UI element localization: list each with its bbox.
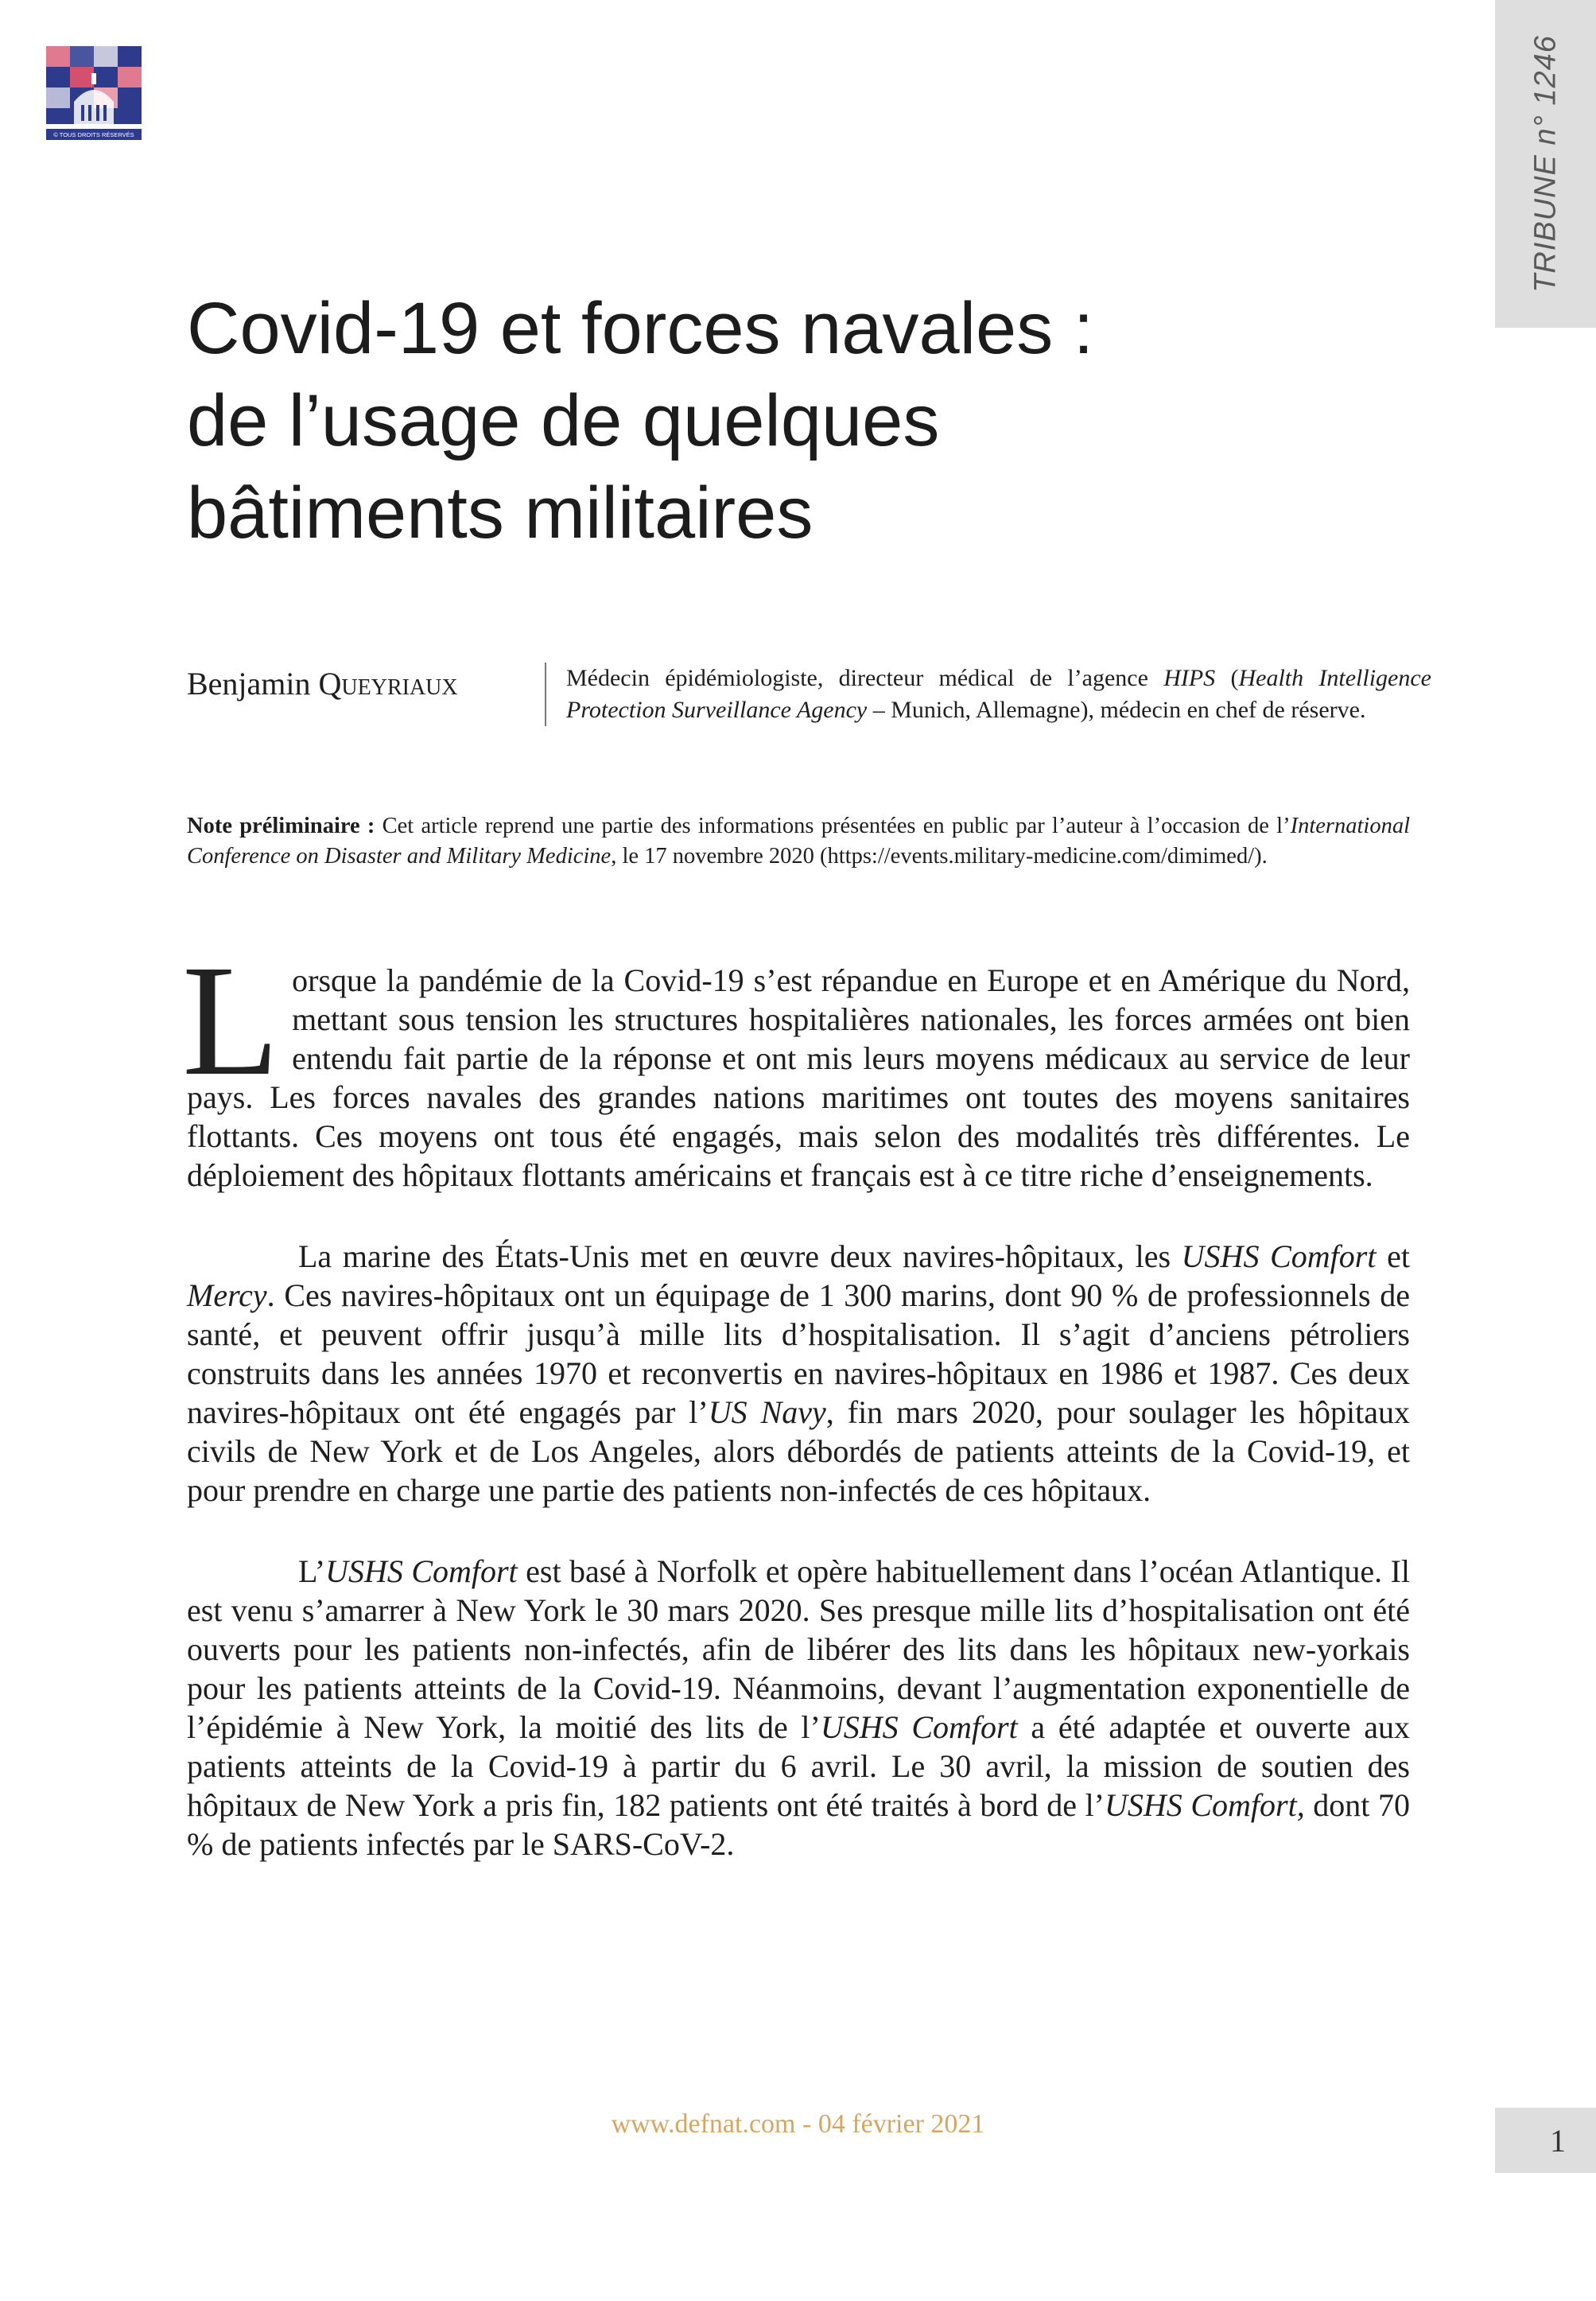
paragraph-text: a été adaptée et ouverte aux patients atteints de la Covid-19 à partir du 6 avril. Le 30 avril, la mission de soutien des hôpitaux de New York a pris fin, 182 patients ont été traités à bord de l’ <box>187 1709 1410 1823</box>
navy-name: US Navy <box>708 1394 826 1430</box>
title-line: Covid-19 et forces navales : <box>187 288 1094 369</box>
paragraph-text: orsque la pandémie de la Covid-19 s’est répandue en Europe et en Amérique du Nord, mettant sous tension les structures hospitalières nationales, les forces armées ont bien entendu fait partie de la réponse et ont mis leurs moyens médicaux au service de leur pays. Les forces navales des grandes nations maritimes ont toutes des moyens sanitaires flottants. Ces moyens ont tous été engagés, mais selon des modalités très différentes. Le déploiement des hôpitaux flottants américains et français est à ce titre riche d’enseignements. <box>187 962 1410 1193</box>
preliminary-note <box>187 811 1410 872</box>
affiliation-agency-name: Health Intelligence Protection Surveillance Agency <box>566 665 1431 723</box>
paragraph-text: et <box>1376 1238 1410 1274</box>
paragraph <box>187 1552 1410 1864</box>
logo <box>46 46 142 140</box>
note-label: Note préliminaire : <box>187 814 375 838</box>
paragraph-text: , fin mars 2020, pour soulager les hôpitaux civils de New York et de Los Angeles, alors débordés de patients atteints de la Covid-19, et pour prendre en charge une partie des patients non-infectés de ces hôpitaux. <box>187 1394 1410 1508</box>
affiliation-text: Médecin épidémiologiste, directeur médical de l’agence <box>566 665 1164 691</box>
ship-name: USHS Comfort, <box>1105 1787 1305 1823</box>
paragraph-text: dont 70 % de patients infectés par le SARS-CoV-2. <box>187 1787 1410 1862</box>
page-number: 1 <box>1550 2123 1566 2159</box>
affiliation-text: – Munich, Allemagne), médecin en chef de réserve. <box>867 697 1366 723</box>
tribune-number: TRIBUNE n° 1246 <box>1528 35 1562 293</box>
ship-name: USHS Comfort <box>325 1553 518 1589</box>
page-number-tab <box>1495 2108 1596 2173</box>
affiliation-text: ( <box>1215 665 1239 691</box>
article-title <box>187 282 1427 559</box>
paragraph <box>182 933 1410 1195</box>
paragraph-text: est basé à Norfolk et opère habituellement dans l’océan Atlantique. Il est venu s’amarrer à New York le 30 mars 2020. Ses presque mille lits d’hospitalisation ont été ouverts pour les patients non-infectés, afin de libérer des lits dans les hôpitaux new-yorkais pour les patients atteints de la Covid-19. Néanmoins, devant l’augmentation exponentielle de l’épidémie à New York, la moitié des lits de l’ <box>187 1553 1410 1745</box>
ship-name: Mercy <box>187 1277 267 1313</box>
tribune-tab <box>1495 0 1596 328</box>
title-line: de l’usage de quelques <box>187 380 940 461</box>
paragraph-text: La marine des États-Unis met en œuvre deux navires-hôpitaux, les <box>298 1238 1182 1274</box>
title-line: bâtiments militaires <box>187 472 814 554</box>
paragraph <box>187 1237 1410 1510</box>
note-conference: International Conference on Disaster and Military Medicine <box>187 814 1410 869</box>
author-last-name: Queyriaux <box>318 666 458 702</box>
footer-link[interactable]: www.defnat.com - 04 février 2021 <box>611 2109 985 2139</box>
author-affiliation <box>545 663 1431 726</box>
article-body <box>182 933 1410 1906</box>
paragraph-text: L’ <box>298 1553 326 1589</box>
drop-cap: L <box>182 933 280 1109</box>
ship-name: USHS Comfort <box>1181 1238 1377 1274</box>
logo-emblem-icon <box>46 46 142 140</box>
ship-name: USHS Comfort <box>820 1709 1018 1745</box>
note-text: Cet article reprend une partie des informations présentées en public par l’auteur à l’occasion de l’ <box>375 814 1291 838</box>
note-text: , le 17 novembre 2020 (https://events.military-medicine.com/dimimed/). <box>611 844 1268 869</box>
author <box>187 664 545 704</box>
logo-caption: © TOUS DROITS RÉSERVÉS <box>53 131 134 138</box>
author-first-name: Benjamin <box>187 666 311 702</box>
paragraph-text: . Ces navires-hôpitaux ont un équipage de 1 300 marins, dont 90 % de professionnels de santé, et peuvent offrir jusqu’à mille lits d’hospitalisation. Il s’agit d’anciens pétroliers construits dans les années 1970 et reconvertis en navires-hôpitaux en 1986 et 1987. Ces deux navires-hôpitaux ont été engagés par l’ <box>187 1277 1410 1430</box>
affiliation-agency-acronym: HIPS <box>1163 665 1216 691</box>
